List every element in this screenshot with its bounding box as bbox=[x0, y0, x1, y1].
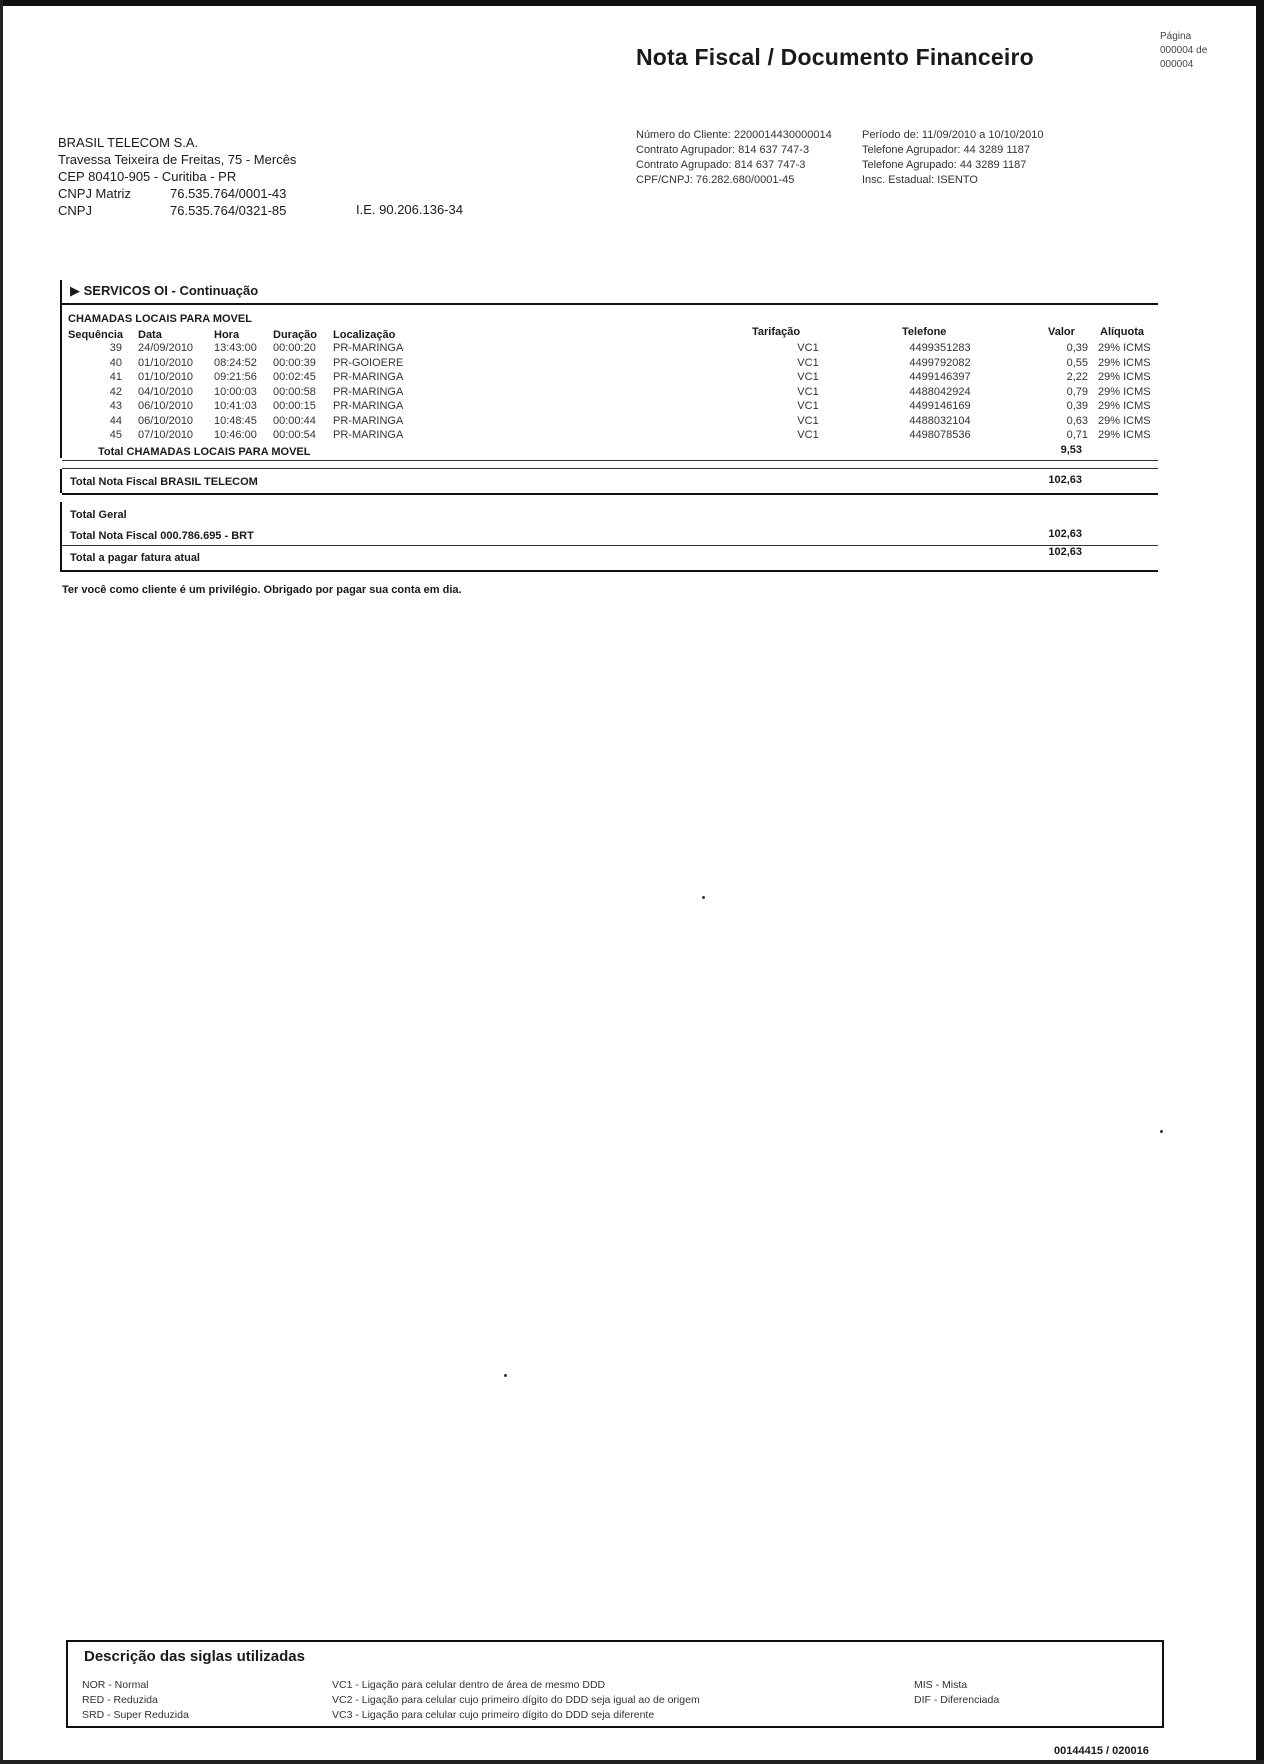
cell-tarifacao: VC1 bbox=[797, 342, 819, 354]
cell-data: 01/10/2010 bbox=[138, 356, 194, 369]
total-pagar-label: Total a pagar fatura atual bbox=[70, 552, 200, 564]
col-valor: Valor bbox=[1048, 326, 1075, 338]
cell-localizacao: PR-MARINGA bbox=[333, 342, 404, 354]
cell-seq: 39 bbox=[109, 342, 122, 354]
legend-col-tariff bbox=[82, 1678, 189, 1723]
footer-code: 00144415 / 020016 bbox=[1054, 1745, 1149, 1757]
cell-hora: 08:24:52 bbox=[214, 356, 257, 369]
cell-tarifacao: VC1 bbox=[797, 356, 819, 369]
col-data: Data bbox=[138, 329, 162, 341]
legend-item: VC2 - Ligação para celular cujo primeiro dígito do DDD seja igual ao de origem bbox=[332, 1694, 700, 1706]
cell-duracao: 00:00:44 bbox=[273, 414, 316, 427]
document-title: Nota Fiscal / Documento Financeiro bbox=[636, 44, 1034, 70]
subtotal-divider bbox=[62, 460, 1158, 461]
cnpj-matriz-label: CNPJ Matriz bbox=[58, 186, 131, 201]
cell-duracao: 00:02:45 bbox=[273, 371, 316, 383]
company-cep-city: CEP 80410-905 - Curitiba - PR bbox=[58, 169, 237, 184]
cell-aliquota: 29% ICMS bbox=[1098, 356, 1151, 369]
total-nf-top-line bbox=[62, 468, 1158, 469]
table-row bbox=[60, 429, 1158, 444]
cell-tarifacao: VC1 bbox=[797, 385, 819, 398]
page-indicator bbox=[1160, 30, 1207, 72]
col-tarifacao: Tarifação bbox=[752, 326, 801, 338]
cell-data: 24/09/2010 bbox=[138, 342, 194, 354]
cell-localizacao: PR-MARINGA bbox=[333, 371, 404, 383]
cell-telefone: 4499351283 bbox=[909, 342, 971, 354]
cell-tarifacao: VC1 bbox=[797, 371, 819, 383]
col-duracao: Duração bbox=[273, 329, 318, 341]
cell-telefone: 4499146169 bbox=[909, 400, 971, 412]
cell-aliquota: 29% ICMS bbox=[1098, 400, 1151, 412]
client-info-right bbox=[862, 128, 1043, 188]
cell-aliquota: 29% ICMS bbox=[1098, 429, 1151, 441]
subsection-title: CHAMADAS LOCAIS PARA MOVEL bbox=[68, 313, 252, 325]
cell-hora: 10:48:45 bbox=[214, 414, 257, 427]
table-row bbox=[60, 357, 1158, 372]
total-geral-label: Total Geral bbox=[70, 509, 127, 521]
table-row bbox=[60, 386, 1158, 401]
col-telefone: Telefone bbox=[902, 326, 947, 338]
cell-valor: 0,63 bbox=[1066, 414, 1088, 427]
cell-aliquota: 29% ICMS bbox=[1098, 342, 1151, 354]
cell-tarifacao: VC1 bbox=[797, 429, 819, 441]
page-label: Página bbox=[1160, 31, 1192, 42]
legend-item: MIS - Mista bbox=[914, 1679, 968, 1691]
cell-aliquota: 29% ICMS bbox=[1098, 414, 1151, 427]
total-nf-value: 102,63 bbox=[1048, 474, 1082, 486]
total-pagar-value: 102,63 bbox=[1048, 546, 1082, 558]
telefone-agrupador: Telefone Agrupador: 44 3289 1187 bbox=[862, 144, 1030, 156]
contrato-agrupador: Contrato Agrupador: 814 637 747-3 bbox=[636, 144, 810, 156]
totals-bottom-line bbox=[62, 570, 1158, 572]
thank-you-message: Ter você como cliente é um privilégio. Obrigado por pagar sua conta em dia. bbox=[62, 584, 462, 596]
insc-estadual: Insc. Estadual: ISENTO bbox=[862, 174, 978, 186]
company-block bbox=[58, 134, 296, 219]
subtotal-value: 9,53 bbox=[1060, 444, 1082, 456]
cell-duracao: 00:00:39 bbox=[273, 356, 316, 369]
cell-localizacao: PR-MARINGA bbox=[333, 385, 404, 398]
scan-speck bbox=[1160, 1130, 1163, 1133]
legend-col-calls bbox=[332, 1678, 700, 1723]
col-hora: Hora bbox=[214, 329, 240, 341]
totals-bar bbox=[60, 502, 62, 572]
cell-aliquota: 29% ICMS bbox=[1098, 385, 1151, 398]
scan-border-top bbox=[0, 0, 1264, 6]
cell-seq: 45 bbox=[109, 429, 122, 441]
cell-data: 07/10/2010 bbox=[138, 429, 194, 441]
inscricao-estadual: I.E. 90.206.136-34 bbox=[356, 202, 463, 217]
cell-seq: 42 bbox=[109, 385, 122, 398]
cnpj-matriz-value: 76.535.764/0001-43 bbox=[170, 186, 287, 201]
table-row bbox=[60, 342, 1158, 357]
scan-speck bbox=[702, 896, 705, 899]
cell-tarifacao: VC1 bbox=[797, 400, 819, 412]
page-current: 000004 de bbox=[1160, 45, 1208, 56]
scan-border-left bbox=[0, 0, 3, 1764]
cell-hora: 10:46:00 bbox=[214, 429, 257, 441]
legend-title: Descrição das siglas utilizadas bbox=[84, 1648, 305, 1665]
cell-duracao: 00:00:54 bbox=[273, 429, 316, 441]
cell-valor: 2,22 bbox=[1066, 371, 1088, 383]
cell-telefone: 4498078536 bbox=[909, 429, 971, 441]
legend-item: VC1 - Ligação para celular dentro de área de mesmo DDD bbox=[332, 1679, 606, 1691]
total-nf-label: Total Nota Fiscal BRASIL TELECOM bbox=[70, 476, 258, 488]
subtotal-label: Total CHAMADAS LOCAIS PARA MOVEL bbox=[98, 446, 311, 458]
telefone-agrupado: Telefone Agrupado: 44 3289 1187 bbox=[862, 159, 1027, 171]
legend-item: RED - Reduzida bbox=[82, 1694, 158, 1706]
cell-valor: 0,79 bbox=[1066, 385, 1088, 398]
cell-valor: 0,71 bbox=[1066, 429, 1088, 441]
col-localizacao: Localização bbox=[333, 329, 396, 341]
cell-localizacao: PR-GOIOERE bbox=[333, 356, 404, 369]
cell-duracao: 00:00:58 bbox=[273, 385, 316, 398]
cnpj-value: 76.535.764/0321-85 bbox=[170, 203, 287, 218]
cell-aliquota: 29% ICMS bbox=[1098, 371, 1151, 383]
cnpj-matriz-row bbox=[58, 185, 296, 202]
table-row bbox=[60, 371, 1158, 386]
cell-seq: 44 bbox=[109, 414, 122, 427]
scan-border-bottom bbox=[0, 1760, 1264, 1764]
totals-mid-line bbox=[62, 545, 1158, 546]
cell-data: 04/10/2010 bbox=[138, 385, 194, 398]
col-aliquota: Alíquota bbox=[1100, 326, 1144, 338]
cnpj-label: CNPJ bbox=[58, 203, 92, 218]
client-info-left bbox=[636, 128, 832, 188]
cell-hora: 13:43:00 bbox=[214, 342, 257, 354]
col-seq: Sequência bbox=[68, 329, 124, 341]
cell-valor: 0,39 bbox=[1066, 342, 1088, 354]
cell-localizacao: PR-MARINGA bbox=[333, 400, 404, 412]
cell-seq: 41 bbox=[109, 371, 122, 383]
company-name: BRASIL TELECOM S.A. bbox=[58, 135, 199, 150]
cell-valor: 0,55 bbox=[1066, 356, 1088, 369]
legend-item: DIF - Diferenciada bbox=[914, 1694, 1000, 1706]
cell-localizacao: PR-MARINGA bbox=[333, 414, 404, 427]
section-title: ▶ SERVICOS OI - Continuação bbox=[70, 283, 259, 298]
cell-localizacao: PR-MARINGA bbox=[333, 429, 404, 441]
total-nf-brt-label: Total Nota Fiscal 000.786.695 - BRT bbox=[70, 530, 254, 542]
legend-item: NOR - Normal bbox=[82, 1679, 149, 1691]
cell-duracao: 00:00:20 bbox=[273, 342, 316, 354]
contrato-agrupado: Contrato Agrupado: 814 637 747-3 bbox=[636, 159, 806, 171]
legend-box bbox=[66, 1640, 1164, 1728]
total-nf-bar bbox=[60, 469, 62, 493]
table-row bbox=[60, 415, 1158, 430]
cell-telefone: 4499146397 bbox=[909, 371, 971, 383]
cell-seq: 40 bbox=[109, 356, 122, 369]
cell-data: 01/10/2010 bbox=[138, 371, 194, 383]
total-nf-bottom-line bbox=[62, 493, 1158, 495]
cell-telefone: 4488032104 bbox=[909, 414, 971, 427]
table-row bbox=[60, 400, 1158, 415]
legend-item: SRD - Super Reduzida bbox=[82, 1709, 189, 1721]
page-total: 000004 bbox=[1160, 59, 1194, 70]
cell-valor: 0,39 bbox=[1066, 400, 1088, 412]
cell-hora: 09:21:56 bbox=[214, 371, 257, 383]
cell-duracao: 00:00:15 bbox=[273, 400, 316, 412]
company-address: Travessa Teixeira de Freitas, 75 - Mercês bbox=[58, 152, 297, 167]
scan-border-right bbox=[1256, 0, 1264, 1764]
cell-seq: 43 bbox=[109, 400, 122, 412]
legend-col-other bbox=[914, 1678, 999, 1708]
section-divider bbox=[62, 303, 1158, 305]
scan-speck bbox=[504, 1374, 507, 1377]
cell-telefone: 4499792082 bbox=[909, 356, 971, 369]
legend-item: VC3 - Ligação para celular cujo primeiro dígito do DDD seja diferente bbox=[332, 1709, 655, 1721]
cell-data: 06/10/2010 bbox=[138, 414, 194, 427]
periodo: Período de: 11/09/2010 a 10/10/2010 bbox=[862, 129, 1044, 141]
cell-hora: 10:00:03 bbox=[214, 385, 257, 398]
cnpj-row bbox=[58, 202, 296, 219]
cell-data: 06/10/2010 bbox=[138, 400, 194, 412]
cpf-cnpj: CPF/CNPJ: 76.282.680/0001-45 bbox=[636, 174, 795, 186]
cell-hora: 10:41:03 bbox=[214, 400, 257, 412]
total-nf-brt-value: 102,63 bbox=[1048, 528, 1082, 540]
cell-tarifacao: VC1 bbox=[797, 414, 819, 427]
cell-telefone: 4488042924 bbox=[909, 385, 971, 398]
client-number: Número do Cliente: 2200014430000014 bbox=[636, 129, 832, 141]
